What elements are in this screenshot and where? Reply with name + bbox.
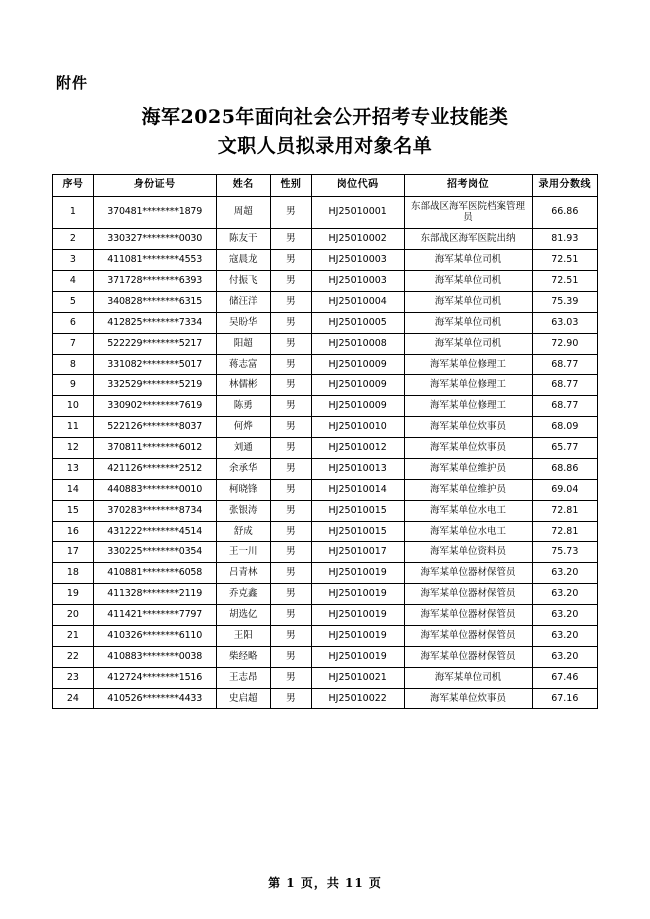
cell-score: 63.20 (532, 563, 597, 584)
cell-gender: 男 (271, 196, 312, 229)
cell-name: 林儒彬 (216, 375, 271, 396)
cell-gender: 男 (271, 625, 312, 646)
table-row (53, 354, 598, 375)
table-row (53, 196, 598, 229)
cell-post: 海军某单位水电工 (404, 521, 532, 542)
cell-gender: 男 (271, 646, 312, 667)
cell-id-number: 421126********2512 (93, 458, 216, 479)
table-row (53, 625, 598, 646)
cell-post: 海军某单位维护员 (404, 458, 532, 479)
cell-name: 蒋志富 (216, 354, 271, 375)
cell-gender: 男 (271, 500, 312, 521)
cell-post: 海军某单位修理工 (404, 396, 532, 417)
table-row (53, 646, 598, 667)
cell-post-code: HJ25010004 (311, 291, 404, 312)
cell-gender: 男 (271, 521, 312, 542)
cell-post: 海军某单位器材保管员 (404, 605, 532, 626)
cell-score: 63.20 (532, 646, 597, 667)
table-row (53, 605, 598, 626)
column-header-id-number: 身份证号 (93, 175, 216, 197)
cell-gender: 男 (271, 229, 312, 250)
cell-post-code: HJ25010017 (311, 542, 404, 563)
column-header-name: 姓名 (216, 175, 271, 197)
cell-id-number: 330327********0030 (93, 229, 216, 250)
cell-gender: 男 (271, 354, 312, 375)
cell-score: 67.16 (532, 688, 597, 709)
table-row (53, 667, 598, 688)
cell-name: 王阳 (216, 625, 271, 646)
cell-gender: 男 (271, 396, 312, 417)
cell-index: 18 (53, 563, 94, 584)
cell-id-number: 370811********6012 (93, 438, 216, 459)
table-row (53, 438, 598, 459)
cell-index: 14 (53, 479, 94, 500)
cell-id-number: 411328********2119 (93, 584, 216, 605)
cell-score: 63.20 (532, 605, 597, 626)
cell-gender: 男 (271, 312, 312, 333)
cell-gender: 男 (271, 667, 312, 688)
cell-post-code: HJ25010019 (311, 646, 404, 667)
cell-score: 72.81 (532, 521, 597, 542)
cell-score: 65.77 (532, 438, 597, 459)
cell-post: 海军某单位炊事员 (404, 417, 532, 438)
page-footer: 第 1 页，共 11 页 (268, 876, 382, 890)
cell-post-code: HJ25010005 (311, 312, 404, 333)
cell-post: 海军某单位炊事员 (404, 688, 532, 709)
cell-post: 海军某单位司机 (404, 250, 532, 271)
cell-name: 柯晓锋 (216, 479, 271, 500)
cell-gender: 男 (271, 688, 312, 709)
cell-post-code: HJ25010002 (311, 229, 404, 250)
cell-id-number: 522229********5217 (93, 333, 216, 354)
cell-index: 15 (53, 500, 94, 521)
cell-score: 63.03 (532, 312, 597, 333)
cell-post: 海军某单位司机 (404, 333, 532, 354)
table-row (53, 500, 598, 521)
cell-name: 王志昂 (216, 667, 271, 688)
cell-index: 2 (53, 229, 94, 250)
table-row (53, 312, 598, 333)
cell-name: 刘通 (216, 438, 271, 459)
table-row (53, 563, 598, 584)
table-row (53, 458, 598, 479)
cell-post: 海军某单位司机 (404, 312, 532, 333)
cell-score: 68.77 (532, 354, 597, 375)
cell-gender: 男 (271, 458, 312, 479)
column-header-post-code: 岗位代码 (311, 175, 404, 197)
cell-score: 68.77 (532, 375, 597, 396)
cell-post-code: HJ25010001 (311, 196, 404, 229)
column-header-post: 招考岗位 (404, 175, 532, 197)
cell-id-number: 370283********8734 (93, 500, 216, 521)
cell-post-code: HJ25010015 (311, 521, 404, 542)
cell-id-number: 412825********7334 (93, 312, 216, 333)
cell-id-number: 340828********6315 (93, 291, 216, 312)
cell-gender: 男 (271, 375, 312, 396)
page-title (52, 103, 598, 160)
cell-id-number: 371728********6393 (93, 271, 216, 292)
column-header-score-line: 录用分数线 (532, 175, 597, 197)
cell-post: 海军某单位器材保管员 (404, 625, 532, 646)
cell-index: 17 (53, 542, 94, 563)
cell-name: 陈友干 (216, 229, 271, 250)
cell-post: 海军某单位资料员 (404, 542, 532, 563)
cell-post-code: HJ25010022 (311, 688, 404, 709)
cell-score: 63.20 (532, 625, 597, 646)
cell-post-code: HJ25010012 (311, 438, 404, 459)
cell-index: 6 (53, 312, 94, 333)
cell-name: 史启超 (216, 688, 271, 709)
cell-index: 4 (53, 271, 94, 292)
cell-post-code: HJ25010013 (311, 458, 404, 479)
table-row (53, 479, 598, 500)
cell-name: 吕青林 (216, 563, 271, 584)
cell-index: 10 (53, 396, 94, 417)
cell-gender: 男 (271, 584, 312, 605)
table-header-row (53, 175, 598, 197)
cell-post-code: HJ25010021 (311, 667, 404, 688)
cell-id-number: 522126********8037 (93, 417, 216, 438)
cell-score: 72.51 (532, 250, 597, 271)
cell-name: 余承华 (216, 458, 271, 479)
cell-id-number: 412724********1516 (93, 667, 216, 688)
cell-index: 3 (53, 250, 94, 271)
cell-post: 海军某单位修理工 (404, 354, 532, 375)
cell-index: 16 (53, 521, 94, 542)
table-row (53, 250, 598, 271)
cell-id-number: 330225********0354 (93, 542, 216, 563)
cell-score: 69.04 (532, 479, 597, 500)
cell-post-code: HJ25010009 (311, 354, 404, 375)
cell-index: 8 (53, 354, 94, 375)
cell-post: 海军某单位炊事员 (404, 438, 532, 459)
cell-name: 张银涛 (216, 500, 271, 521)
cell-post: 海军某单位器材保管员 (404, 563, 532, 584)
cell-score: 75.73 (532, 542, 597, 563)
cell-index: 19 (53, 584, 94, 605)
cell-post-code: HJ25010009 (311, 396, 404, 417)
cell-id-number: 332529********5219 (93, 375, 216, 396)
cell-index: 13 (53, 458, 94, 479)
cell-index: 11 (53, 417, 94, 438)
cell-name: 王一川 (216, 542, 271, 563)
table-row (53, 333, 598, 354)
cell-index: 1 (53, 196, 94, 229)
cell-name: 寇晨龙 (216, 250, 271, 271)
cell-index: 21 (53, 625, 94, 646)
table-row (53, 396, 598, 417)
cell-index: 22 (53, 646, 94, 667)
table-row (53, 291, 598, 312)
table-row (53, 417, 598, 438)
cell-post: 海军某单位维护员 (404, 479, 532, 500)
title-line-1: 海军2025年面向社会公开招考专业技能类 (141, 106, 509, 128)
cell-post: 海军某单位司机 (404, 271, 532, 292)
table-row (53, 584, 598, 605)
cell-gender: 男 (271, 438, 312, 459)
cell-score: 67.46 (532, 667, 597, 688)
cell-name: 付振飞 (216, 271, 271, 292)
cell-id-number: 410326********6110 (93, 625, 216, 646)
cell-score: 68.09 (532, 417, 597, 438)
cell-index: 9 (53, 375, 94, 396)
cell-name: 储汪洋 (216, 291, 271, 312)
cell-score: 72.90 (532, 333, 597, 354)
cell-index: 5 (53, 291, 94, 312)
cell-index: 20 (53, 605, 94, 626)
cell-post-code: HJ25010008 (311, 333, 404, 354)
cell-index: 24 (53, 688, 94, 709)
cell-post-code: HJ25010003 (311, 250, 404, 271)
cell-gender: 男 (271, 542, 312, 563)
cell-gender: 男 (271, 563, 312, 584)
cell-score: 66.86 (532, 196, 597, 229)
cell-post: 东部战区海军医院出纳 (404, 229, 532, 250)
cell-post: 海军某单位器材保管员 (404, 584, 532, 605)
cell-name: 阳超 (216, 333, 271, 354)
cell-name: 乔克鑫 (216, 584, 271, 605)
cell-gender: 男 (271, 605, 312, 626)
cell-name: 陈勇 (216, 396, 271, 417)
cell-post-code: HJ25010014 (311, 479, 404, 500)
cell-post-code: HJ25010015 (311, 500, 404, 521)
cell-id-number: 410881********6058 (93, 563, 216, 584)
table-row (53, 542, 598, 563)
cell-post-code: HJ25010009 (311, 375, 404, 396)
cell-post-code: HJ25010019 (311, 625, 404, 646)
cell-post-code: HJ25010019 (311, 584, 404, 605)
cell-post-code: HJ25010019 (311, 563, 404, 584)
table-row (53, 688, 598, 709)
cell-id-number: 440883********0010 (93, 479, 216, 500)
cell-id-number: 331082********5017 (93, 354, 216, 375)
roster-table (52, 174, 598, 709)
cell-index: 12 (53, 438, 94, 459)
cell-score: 63.20 (532, 584, 597, 605)
cell-post-code: HJ25010003 (311, 271, 404, 292)
cell-index: 7 (53, 333, 94, 354)
column-header-index: 序号 (53, 175, 94, 197)
cell-post-code: HJ25010010 (311, 417, 404, 438)
cell-post: 海军某单位司机 (404, 667, 532, 688)
table-row (53, 229, 598, 250)
title-line-2: 文职人员拟录用对象名单 (217, 134, 433, 157)
cell-name: 胡选亿 (216, 605, 271, 626)
table-row (53, 271, 598, 292)
cell-id-number: 330902********7619 (93, 396, 216, 417)
cell-post: 海军某单位器材保管员 (404, 646, 532, 667)
column-header-gender: 性别 (271, 175, 312, 197)
cell-name: 周超 (216, 196, 271, 229)
cell-gender: 男 (271, 291, 312, 312)
cell-score: 72.81 (532, 500, 597, 521)
cell-score: 75.39 (532, 291, 597, 312)
cell-id-number: 411081********4553 (93, 250, 216, 271)
cell-name: 柴经略 (216, 646, 271, 667)
cell-post-code: HJ25010019 (311, 605, 404, 626)
cell-score: 81.93 (532, 229, 597, 250)
cell-post: 海军某单位水电工 (404, 500, 532, 521)
cell-post: 东部战区海军医院档案管理员 (404, 196, 532, 229)
cell-id-number: 431222********4514 (93, 521, 216, 542)
cell-gender: 男 (271, 250, 312, 271)
cell-gender: 男 (271, 479, 312, 500)
cell-gender: 男 (271, 271, 312, 292)
cell-id-number: 370481********1879 (93, 196, 216, 229)
cell-score: 68.77 (532, 396, 597, 417)
cell-id-number: 410526********4433 (93, 688, 216, 709)
table-row (53, 375, 598, 396)
cell-id-number: 411421********7797 (93, 605, 216, 626)
cell-score: 72.51 (532, 271, 597, 292)
cell-id-number: 410883********0038 (93, 646, 216, 667)
cell-gender: 男 (271, 333, 312, 354)
cell-index: 23 (53, 667, 94, 688)
attachment-label: 附件 (56, 74, 89, 92)
cell-score: 68.86 (532, 458, 597, 479)
cell-gender: 男 (271, 417, 312, 438)
cell-name: 何烨 (216, 417, 271, 438)
cell-name: 舒成 (216, 521, 271, 542)
table-row (53, 521, 598, 542)
cell-name: 吴盼华 (216, 312, 271, 333)
cell-post: 海军某单位修理工 (404, 375, 532, 396)
cell-post: 海军某单位司机 (404, 291, 532, 312)
